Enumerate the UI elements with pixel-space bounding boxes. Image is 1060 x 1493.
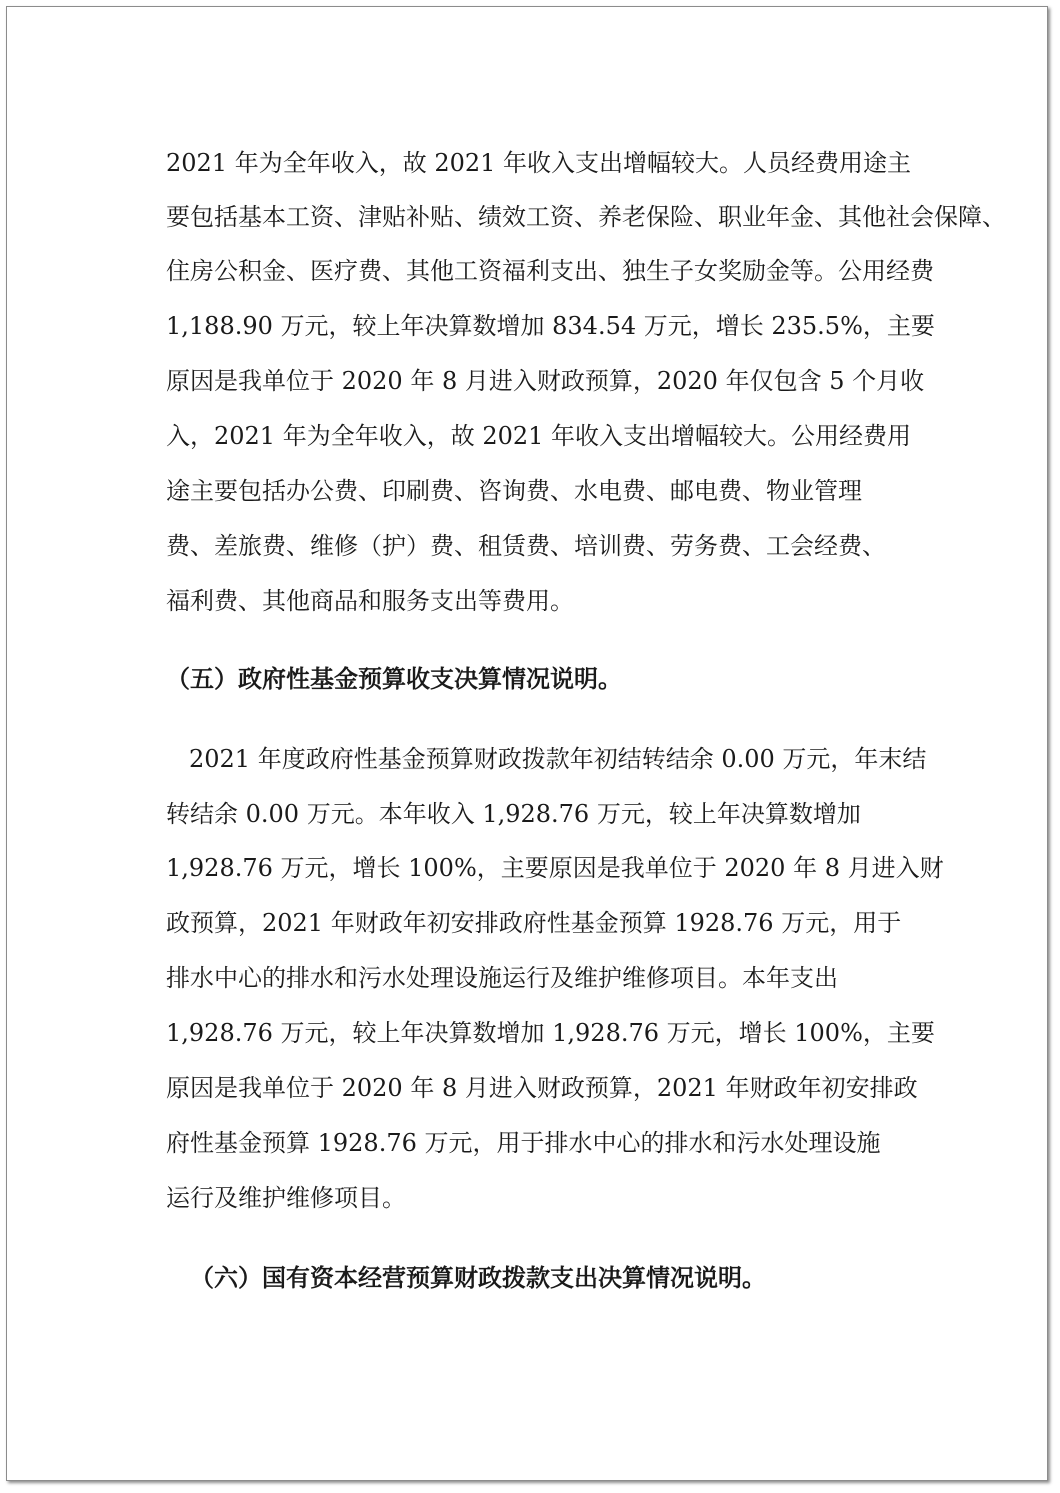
paragraph-line: 政预算，2021 年财政年初安排政府性基金预算 1928.76 万元，用于 <box>166 909 902 937</box>
paragraph-line: 2021 年为全年收入，故 2021 年收入支出增幅较大。人员经费用途主 <box>166 149 912 177</box>
paragraph-line: 1,928.76 万元，较上年决算数增加 1,928.76 万元，增长 100%，主要 <box>166 1019 935 1047</box>
paragraph-line: 运行及维护维修项目。 <box>166 1184 406 1212</box>
paragraph-line: 1,188.90 万元，较上年决算数增加 834.54 万元，增长 235.5%，主要 <box>166 312 935 340</box>
paragraph-line: 费、差旅费、维修（护）费、租赁费、培训费、劳务费、工会经费、 <box>166 532 886 560</box>
paragraph-line: 福利费、其他商品和服务支出等费用。 <box>166 587 574 615</box>
section-heading-6: （六）国有资本经营预算财政拨款支出决算情况说明。 <box>190 1264 766 1292</box>
paragraph-line: 排水中心的排水和污水处理设施运行及维护维修项目。本年支出 <box>166 964 838 992</box>
paragraph-line: 途主要包括办公费、印刷费、咨询费、水电费、邮电费、物业管理 <box>166 477 862 505</box>
paragraph-line: 2021 年度政府性基金预算财政拨款年初结转结余 0.00 万元，年末结 <box>189 745 927 773</box>
paragraph-line: 原因是我单位于 2020 年 8 月进入财政预算，2021 年财政年初安排政 <box>166 1074 918 1102</box>
paragraph-line: 原因是我单位于 2020 年 8 月进入财政预算，2020 年仅包含 5 个月收 <box>166 367 925 395</box>
section-heading-5: （五）政府性基金预算收支决算情况说明。 <box>166 665 622 693</box>
paragraph-line: 住房公积金、医疗费、其他工资福利支出、独生子女奖励金等。公用经费 <box>166 257 934 285</box>
paragraph-line: 要包括基本工资、津贴补贴、绩效工资、养老保险、职业年金、其他社会保障、 <box>166 203 1006 231</box>
paragraph-line: 转结余 0.00 万元。本年收入 1,928.76 万元，较上年决算数增加 <box>166 800 861 828</box>
paragraph-line: 入，2021 年为全年收入，故 2021 年收入支出增幅较大。公用经费用 <box>166 422 912 450</box>
paragraph-line: 府性基金预算 1928.76 万元，用于排水中心的排水和污水处理设施 <box>166 1129 881 1157</box>
paragraph-line: 1,928.76 万元，增长 100%，主要原因是我单位于 2020 年 8 月进入财 <box>166 854 944 882</box>
